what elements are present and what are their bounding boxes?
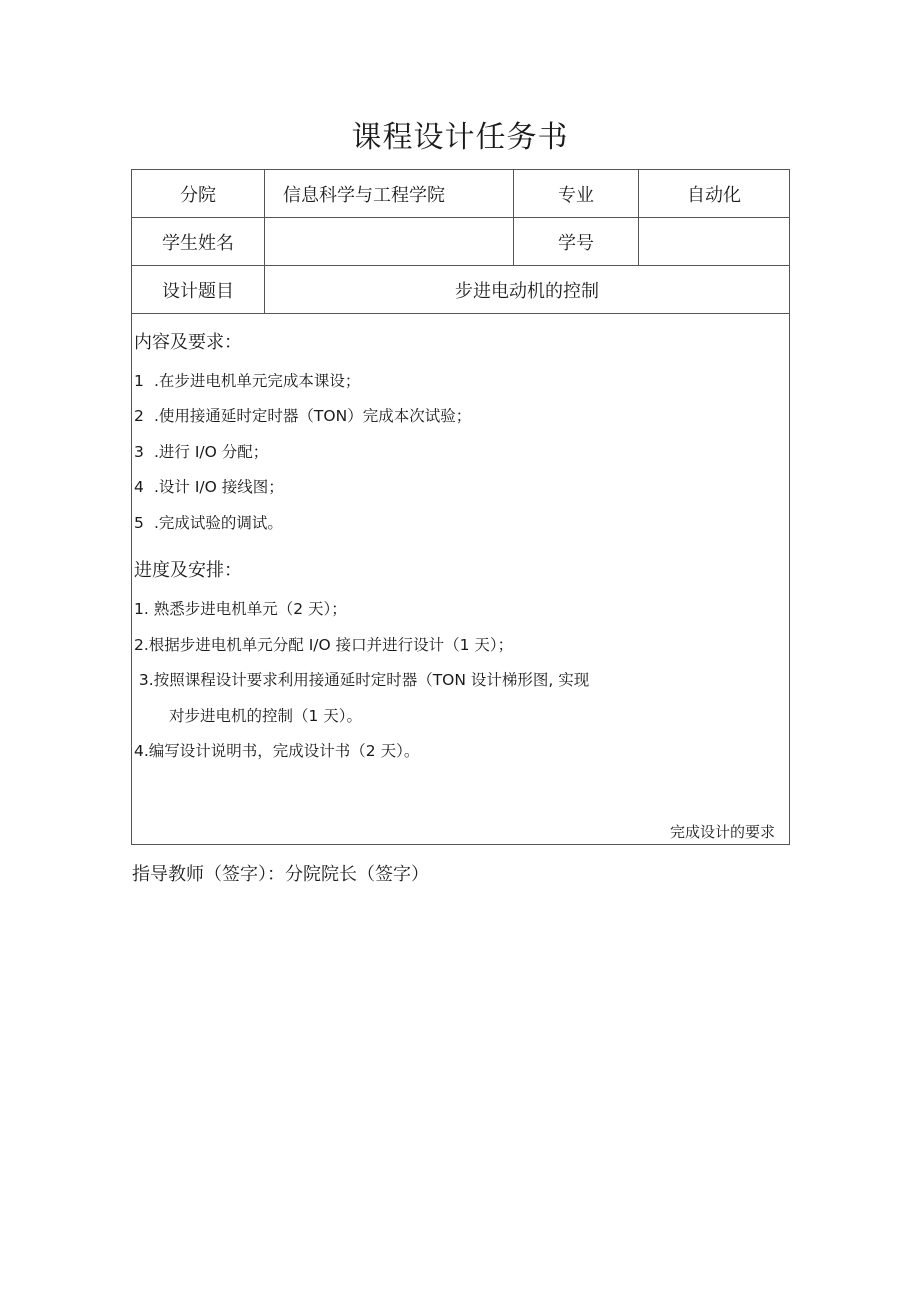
branch-label: 分院 bbox=[132, 170, 265, 218]
row-branch bbox=[132, 170, 790, 218]
content-item bbox=[134, 511, 283, 533]
schedule-item-continued: 对步进电机的控制（1 天）。 bbox=[169, 707, 363, 725]
content-heading: 内容及要求： bbox=[134, 332, 242, 353]
content-item-number: 2 bbox=[134, 407, 144, 425]
schedule-item: 2.根据步进电机单元分配 I/O 接口并进行设计（1 天）； bbox=[134, 636, 514, 654]
schedule-item: 1. 熟悉步进电机单元（2 天）； bbox=[134, 600, 347, 618]
content-item-number: 4 bbox=[134, 478, 144, 496]
student-id-field[interactable] bbox=[639, 218, 790, 266]
page-title: 课程设计任务书 bbox=[351, 120, 569, 155]
topic-label: 设计题目 bbox=[132, 266, 265, 314]
topic-value: 步进电动机的控制 bbox=[265, 266, 790, 314]
content-item bbox=[134, 440, 268, 462]
content-body bbox=[132, 314, 789, 844]
student-id-label: 学号 bbox=[514, 218, 639, 266]
signature-line: 指导教师（签字）：分院院长（签字） bbox=[132, 864, 429, 885]
content-item-text: .设计 I/O 接线图； bbox=[154, 478, 284, 496]
completion-note: 完成设计的要求 bbox=[669, 823, 775, 841]
schedule-item: 4.编写设计说明书，完成设计书（2 天）。 bbox=[134, 742, 420, 760]
row-topic bbox=[132, 266, 790, 314]
major-label: 专业 bbox=[514, 170, 639, 218]
content-item-text: .进行 I/O 分配； bbox=[154, 443, 269, 461]
schedule-item: 3.按照课程设计要求利用接通延时定时器（TON 设计梯形图, 实现 bbox=[134, 671, 590, 689]
task-form-table bbox=[131, 169, 790, 845]
student-name-field[interactable] bbox=[265, 218, 514, 266]
schedule-heading: 进度及安排： bbox=[134, 560, 242, 581]
major-value: 自动化 bbox=[639, 170, 790, 218]
row-content bbox=[132, 314, 790, 845]
content-item-number: 3 bbox=[134, 443, 144, 461]
content-item-number: 1 bbox=[134, 372, 144, 390]
content-item-text: .在步进电机单元完成本课设； bbox=[154, 372, 361, 390]
branch-value: 信息科学与工程学院 bbox=[265, 170, 514, 218]
row-student bbox=[132, 218, 790, 266]
content-item bbox=[134, 369, 360, 391]
content-item-number: 5 bbox=[134, 514, 144, 532]
content-item bbox=[134, 475, 284, 497]
content-item-text: .使用接通延时定时器（TON）完成本次试验； bbox=[154, 407, 472, 425]
content-item bbox=[134, 404, 471, 426]
content-cell bbox=[132, 314, 790, 845]
student-name-label: 学生姓名 bbox=[132, 218, 265, 266]
content-item-text: .完成试验的调试。 bbox=[154, 514, 283, 532]
